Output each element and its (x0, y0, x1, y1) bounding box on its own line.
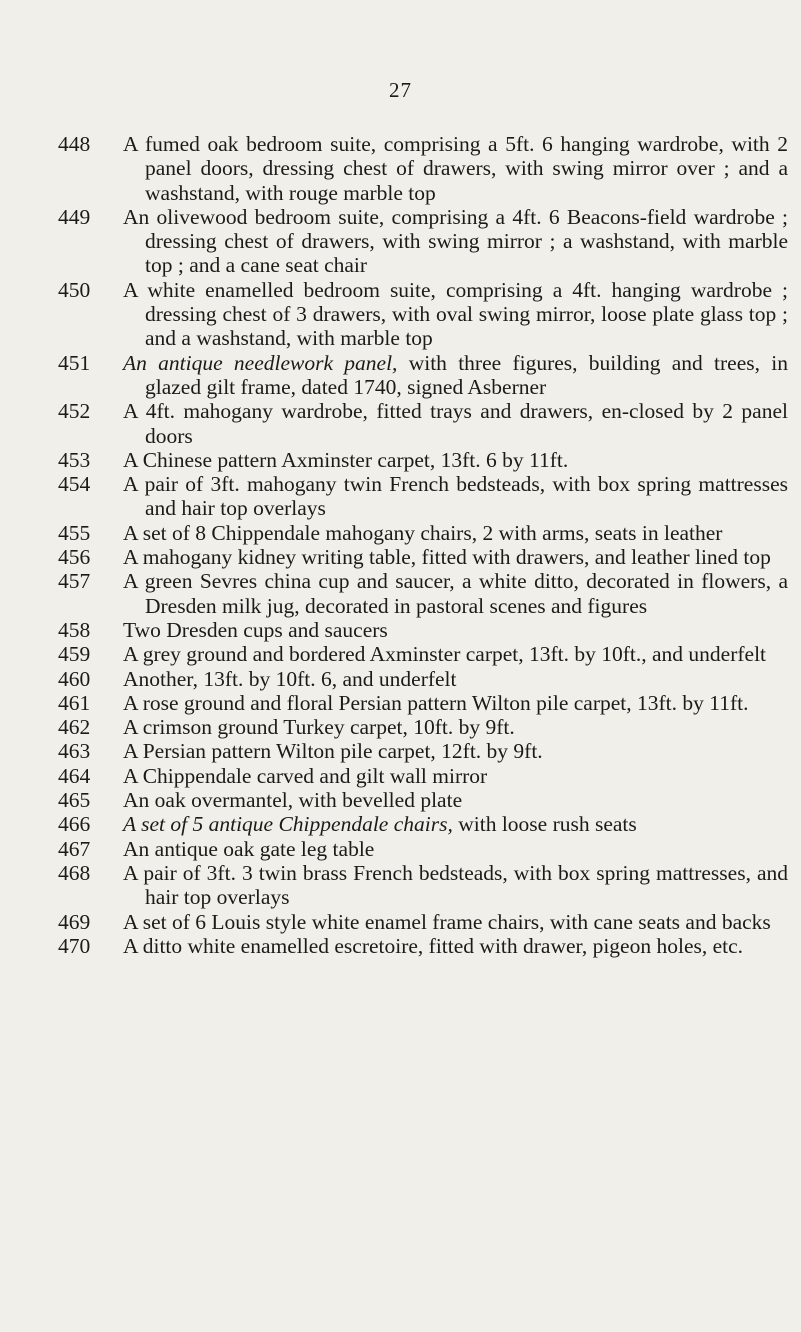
lot-description: An olivewood bedroom suite, comprising a 4ft. 6 Beacons-field wardrobe ; dressing chest of drawers, with swing mirror ; a washstand, with marble top ; and a cane seat chair (123, 204, 788, 278)
lot-description: A rose ground and floral Persian pattern Wilton pile carpet, 13ft. by 11ft. (123, 690, 749, 715)
lot-455 (58, 521, 788, 545)
lot-number: 467 (58, 836, 91, 861)
lot-number: 464 (58, 763, 91, 788)
lot-452 (58, 399, 788, 448)
lot-description: A 4ft. mahogany wardrobe, fitted trays and drawers, en-closed by 2 panel doors (123, 399, 788, 448)
lot-453 (58, 448, 788, 472)
lot-description: A pair of 3ft. mahogany twin French bedsteads, with box spring mattresses and hair top overlays (123, 472, 788, 521)
lot-description: A set of 8 Chippendale mahogany chairs, 2 with arms, seats in leather (123, 520, 723, 545)
lot-number: 454 (58, 472, 91, 497)
lot-number: 451 (58, 350, 91, 375)
lot-454 (58, 472, 788, 521)
lot-469 (58, 910, 788, 934)
lot-457 (58, 569, 788, 618)
lot-description: A Chinese pattern Axminster carpet, 13ft. 6 by 11ft. (123, 447, 569, 472)
lot-number: 458 (58, 617, 91, 642)
lot-number: 450 (58, 277, 91, 302)
lot-description (123, 351, 788, 400)
lot-458 (58, 618, 788, 642)
lot-description-italic: A set of 5 antique Chippendale chairs, (123, 812, 453, 837)
lot-467 (58, 837, 788, 861)
lot-466 (58, 812, 788, 836)
lot-description: A crimson ground Turkey carpet, 10ft. by 9ft. (123, 715, 515, 740)
lot-description: A pair of 3ft. 3 twin brass French bedsteads, with box spring mattresses, and hair top overlays (123, 860, 788, 910)
lot-description (123, 812, 788, 836)
page-number: 27 (389, 78, 412, 102)
lot-number: 452 (58, 399, 91, 424)
lot-number: 453 (58, 447, 91, 472)
lot-number: 465 (58, 788, 91, 813)
lot-462 (58, 715, 788, 739)
lot-description: A Persian pattern Wilton pile carpet, 12ft. by 9ft. (123, 739, 543, 764)
lot-description: A fumed oak bedroom suite, comprising a 5ft. 6 hanging wardrobe, with 2 panel doors, dressing chest of drawers, with swing mirror over ; and a washstand, with rouge marble top (123, 132, 788, 205)
lot-number: 470 (58, 933, 91, 958)
lot-description: A green Sevres china cup and saucer, a white ditto, decorated in flowers, a Dresden milk jug, decorated in pastoral scenes and figures (123, 569, 788, 618)
lot-number: 469 (58, 909, 91, 934)
lot-number: 459 (58, 642, 91, 667)
lot-459 (58, 642, 788, 666)
lot-460 (58, 667, 788, 691)
lot-number: 461 (58, 690, 91, 715)
lot-470 (58, 934, 788, 958)
lot-description-rest: with loose rush seats (452, 812, 637, 837)
lot-number: 457 (58, 569, 91, 594)
lot-448 (58, 132, 788, 205)
lot-number: 456 (58, 545, 91, 570)
lot-description-rest: with three figures, building and trees, in glazed gilt frame, dated 1740, signed Asberner (145, 350, 788, 399)
lot-number: 466 (58, 812, 91, 837)
lot-461 (58, 691, 788, 715)
lot-number: 468 (58, 860, 91, 885)
lot-description: An antique oak gate leg table (123, 836, 375, 861)
lot-description: Two Dresden cups and saucers (123, 617, 388, 642)
lot-number: 463 (58, 739, 91, 764)
lot-464 (58, 764, 788, 788)
lot-description: A white enamelled bedroom suite, comprising a 4ft. hanging wardrobe ; dressing chest of 3 drawers, with oval swing mirror, loose plate glass top ; and a washstand, with marble top (123, 277, 788, 351)
lot-description: An oak overmantel, with bevelled plate (123, 788, 463, 813)
lot-number: 455 (58, 520, 91, 545)
lot-description: A grey ground and bordered Axminster carpet, 13ft. by 10ft., and underfelt (123, 642, 767, 667)
lot-description: Another, 13ft. by 10ft. 6, and underfelt (123, 666, 457, 691)
lot-number: 460 (58, 666, 91, 691)
lot-list (58, 132, 788, 958)
lot-449 (58, 205, 788, 278)
lot-463 (58, 739, 788, 763)
lot-468 (58, 861, 788, 910)
lot-465 (58, 788, 788, 812)
lot-description-italic: An antique needlework panel, (123, 350, 398, 375)
lot-number: 448 (58, 132, 91, 156)
lot-description: A set of 6 Louis style white enamel frame chairs, with cane seats and backs (123, 909, 771, 934)
lot-description: A Chippendale carved and gilt wall mirror (123, 763, 488, 788)
lot-number: 449 (58, 204, 91, 229)
lot-451 (58, 351, 788, 400)
lot-456 (58, 545, 788, 569)
lot-description: A mahogany kidney writing table, fitted with drawers, and leather lined top (123, 545, 771, 570)
lot-number: 462 (58, 715, 91, 740)
lot-description: A ditto white enamelled escretoire, fitted with drawer, pigeon holes, etc. (123, 933, 744, 958)
lot-450 (58, 278, 788, 351)
